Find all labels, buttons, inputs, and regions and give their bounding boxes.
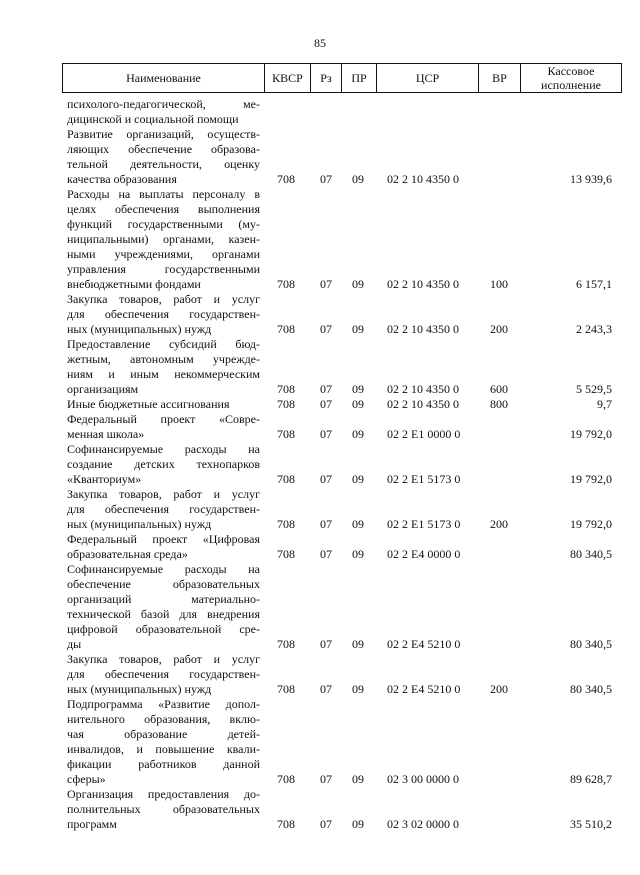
cell-csr: 02 2 E1 5173 0 bbox=[387, 472, 461, 486]
cell-sum: 13 939,6 bbox=[570, 172, 612, 186]
table-row bbox=[0, 397, 640, 412]
cell-csr: 02 2 E4 5210 0 bbox=[387, 682, 461, 696]
cell-rz: 07 bbox=[320, 172, 332, 186]
cell-pr: 09 bbox=[352, 472, 364, 486]
table-row bbox=[0, 442, 640, 487]
header-name: Наименование bbox=[63, 64, 265, 92]
row-name bbox=[67, 532, 260, 562]
cell-pr: 09 bbox=[352, 772, 364, 786]
cell-csr: 02 2 10 4350 0 bbox=[387, 397, 459, 411]
row-name-line: ниципальными) органами, казен- bbox=[67, 232, 260, 246]
cell-sum: 9,7 bbox=[597, 397, 612, 411]
row-name-line: функций государственными (му- bbox=[67, 217, 260, 231]
header-kvsr: КВСР bbox=[265, 64, 311, 92]
cell-csr: 02 2 10 4350 0 bbox=[387, 277, 459, 291]
row-name bbox=[67, 442, 260, 487]
row-name-line: инвалидов, и повышение квали- bbox=[67, 742, 260, 756]
table-row bbox=[0, 787, 640, 832]
row-name bbox=[67, 412, 260, 442]
row-name bbox=[67, 697, 260, 787]
cell-csr: 02 3 00 0000 0 bbox=[387, 772, 459, 786]
row-name-line: ных (муниципальных) нужд bbox=[67, 682, 212, 696]
cell-rz: 07 bbox=[320, 382, 332, 396]
cell-pr: 09 bbox=[352, 517, 364, 531]
row-name-line: Федеральный проект «Совре- bbox=[67, 412, 260, 426]
row-name-line: тельной деятельности, оценку bbox=[67, 157, 260, 171]
row-name-line: Федеральный проект «Цифровая bbox=[67, 532, 260, 546]
row-name-line: технической базой для внедрения bbox=[67, 607, 260, 621]
table-row bbox=[0, 697, 640, 787]
cell-rz: 07 bbox=[320, 427, 332, 441]
header-rz: Рз bbox=[311, 64, 342, 92]
row-name-line: ды bbox=[67, 637, 82, 651]
cell-csr: 02 3 02 0000 0 bbox=[387, 817, 459, 831]
cell-rz: 07 bbox=[320, 772, 332, 786]
row-name-line: жетным, автономным учрежде- bbox=[67, 352, 260, 366]
cell-kvsr: 708 bbox=[277, 547, 295, 561]
cell-csr: 02 2 E1 0000 0 bbox=[387, 427, 461, 441]
cell-kvsr: 708 bbox=[277, 277, 295, 291]
cell-sum: 5 529,5 bbox=[576, 382, 612, 396]
cell-vr: 200 bbox=[490, 517, 508, 531]
cell-vr: 600 bbox=[490, 382, 508, 396]
cell-pr: 09 bbox=[352, 277, 364, 291]
row-name-line: чая образование детей- bbox=[67, 727, 260, 741]
row-name-line: Предоставление субсидий бюд- bbox=[67, 337, 260, 351]
table-row bbox=[0, 97, 640, 127]
table-row bbox=[0, 532, 640, 562]
row-name bbox=[67, 397, 260, 412]
row-name-line: менная школа» bbox=[67, 427, 145, 441]
table-row bbox=[0, 127, 640, 187]
cell-sum: 6 157,1 bbox=[576, 277, 612, 291]
row-name-line: Закупка товаров, работ и услуг bbox=[67, 652, 260, 666]
row-name-line: ными учреждениями, органами bbox=[67, 247, 260, 261]
cell-rz: 07 bbox=[320, 517, 332, 531]
cell-csr: 02 2 E1 5173 0 bbox=[387, 517, 461, 531]
table-row bbox=[0, 412, 640, 442]
cell-pr: 09 bbox=[352, 637, 364, 651]
cell-kvsr: 708 bbox=[277, 172, 295, 186]
cell-pr: 09 bbox=[352, 427, 364, 441]
cell-sum: 19 792,0 bbox=[570, 472, 612, 486]
cell-csr: 02 2 10 4350 0 bbox=[387, 382, 459, 396]
table-row bbox=[0, 652, 640, 697]
row-name-line: полнительных образовательных bbox=[67, 802, 260, 816]
cell-sum: 80 340,5 bbox=[570, 547, 612, 561]
cell-csr: 02 2 E4 0000 0 bbox=[387, 547, 461, 561]
cell-rz: 07 bbox=[320, 817, 332, 831]
row-name-line: нительного образования, вклю- bbox=[67, 712, 260, 726]
cell-rz: 07 bbox=[320, 682, 332, 696]
cell-csr: 02 2 E4 5210 0 bbox=[387, 637, 461, 651]
cell-vr: 100 bbox=[490, 277, 508, 291]
cell-sum: 19 792,0 bbox=[570, 427, 612, 441]
cell-rz: 07 bbox=[320, 637, 332, 651]
cell-kvsr: 708 bbox=[277, 382, 295, 396]
cell-pr: 09 bbox=[352, 817, 364, 831]
cell-rz: 07 bbox=[320, 322, 332, 336]
row-name-line: образовательная среда» bbox=[67, 547, 188, 561]
cell-kvsr: 708 bbox=[277, 322, 295, 336]
row-name-line: цифровой образовательной сре- bbox=[67, 622, 260, 636]
cell-rz: 07 bbox=[320, 547, 332, 561]
row-name-line: создание детских технопарков bbox=[67, 457, 260, 471]
cell-kvsr: 708 bbox=[277, 637, 295, 651]
row-name-line: «Кванториум» bbox=[67, 472, 142, 486]
row-name-line: ниям и иным некоммерческим bbox=[67, 367, 260, 381]
cell-pr: 09 bbox=[352, 547, 364, 561]
row-name-line: для обеспечения государствен- bbox=[67, 502, 260, 516]
row-name-line: программ bbox=[67, 817, 117, 831]
row-name-line: ных (муниципальных) нужд bbox=[67, 517, 212, 531]
cell-sum: 80 340,5 bbox=[570, 682, 612, 696]
cell-sum: 2 243,3 bbox=[576, 322, 612, 336]
row-name-line: сферы» bbox=[67, 772, 106, 786]
cell-pr: 09 bbox=[352, 397, 364, 411]
row-name-line: Закупка товаров, работ и услуг bbox=[67, 487, 260, 501]
cell-kvsr: 708 bbox=[277, 427, 295, 441]
table-row bbox=[0, 562, 640, 652]
row-name-line: Закупка товаров, работ и услуг bbox=[67, 292, 260, 306]
header-pr: ПР bbox=[342, 64, 377, 92]
cell-kvsr: 708 bbox=[277, 472, 295, 486]
cell-pr: 09 bbox=[352, 322, 364, 336]
page-number: 85 bbox=[314, 36, 326, 50]
cell-kvsr: 708 bbox=[277, 517, 295, 531]
cell-vr: 200 bbox=[490, 682, 508, 696]
cell-csr: 02 2 10 4350 0 bbox=[387, 322, 459, 336]
row-name-line: управления государственными bbox=[67, 262, 260, 276]
cell-sum: 80 340,5 bbox=[570, 637, 612, 651]
row-name bbox=[67, 187, 260, 292]
header-csr: ЦСР bbox=[377, 64, 479, 92]
cell-sum: 35 510,2 bbox=[570, 817, 612, 831]
table-row bbox=[0, 292, 640, 337]
cell-kvsr: 708 bbox=[277, 397, 295, 411]
row-name bbox=[67, 487, 260, 532]
row-name-line: качества образования bbox=[67, 172, 177, 186]
table-row bbox=[0, 337, 640, 397]
row-name-line: ляющих обеспечение образова- bbox=[67, 142, 260, 156]
cell-kvsr: 708 bbox=[277, 772, 295, 786]
header-sum: Кассовое исполнение bbox=[541, 64, 601, 92]
cell-pr: 09 bbox=[352, 172, 364, 186]
row-name-line: фикации работников данной bbox=[67, 757, 260, 771]
cell-vr: 200 bbox=[490, 322, 508, 336]
row-name-line: ных (муниципальных) нужд bbox=[67, 322, 212, 336]
row-name bbox=[67, 337, 260, 397]
cell-pr: 09 bbox=[352, 682, 364, 696]
cell-rz: 07 bbox=[320, 397, 332, 411]
cell-rz: 07 bbox=[320, 472, 332, 486]
cell-vr: 800 bbox=[490, 397, 508, 411]
table-row bbox=[0, 187, 640, 292]
cell-sum: 19 792,0 bbox=[570, 517, 612, 531]
row-name bbox=[67, 562, 260, 652]
row-name-line: Развитие организаций, осуществ- bbox=[67, 127, 260, 141]
cell-pr: 09 bbox=[352, 382, 364, 396]
row-name bbox=[67, 787, 260, 832]
row-name-line: дицинской и социальной помощи bbox=[67, 112, 239, 126]
row-name-line: обеспечение образовательных bbox=[67, 577, 260, 591]
cell-kvsr: 708 bbox=[277, 682, 295, 696]
row-name-line: организациям bbox=[67, 382, 139, 396]
row-name-line: Иные бюджетные ассигнования bbox=[67, 397, 230, 411]
row-name bbox=[67, 127, 260, 187]
row-name bbox=[67, 97, 260, 127]
cell-rz: 07 bbox=[320, 277, 332, 291]
cell-sum: 89 628,7 bbox=[570, 772, 612, 786]
row-name-line: Софинансируемые расходы на bbox=[67, 442, 260, 456]
header-vr: ВР bbox=[479, 64, 521, 92]
cell-csr: 02 2 10 4350 0 bbox=[387, 172, 459, 186]
row-name-line: целях обеспечения выполнения bbox=[67, 202, 260, 216]
table-row bbox=[0, 487, 640, 532]
row-name-line: Софинансируемые расходы на bbox=[67, 562, 260, 576]
cell-kvsr: 708 bbox=[277, 817, 295, 831]
row-name-line: психолого-педагогической, ме- bbox=[67, 97, 260, 111]
row-name-line: для обеспечения государствен- bbox=[67, 307, 260, 321]
row-name-line: внебюджетными фондами bbox=[67, 277, 201, 291]
row-name bbox=[67, 292, 260, 337]
row-name-line: Расходы на выплаты персоналу в bbox=[67, 187, 260, 201]
row-name-line: Подпрограмма «Развитие допол- bbox=[67, 697, 260, 711]
table-header bbox=[62, 63, 622, 93]
row-name-line: для обеспечения государствен- bbox=[67, 667, 260, 681]
row-name-line: организаций материально- bbox=[67, 592, 260, 606]
row-name bbox=[67, 652, 260, 697]
row-name-line: Организация предоставления до- bbox=[67, 787, 260, 801]
